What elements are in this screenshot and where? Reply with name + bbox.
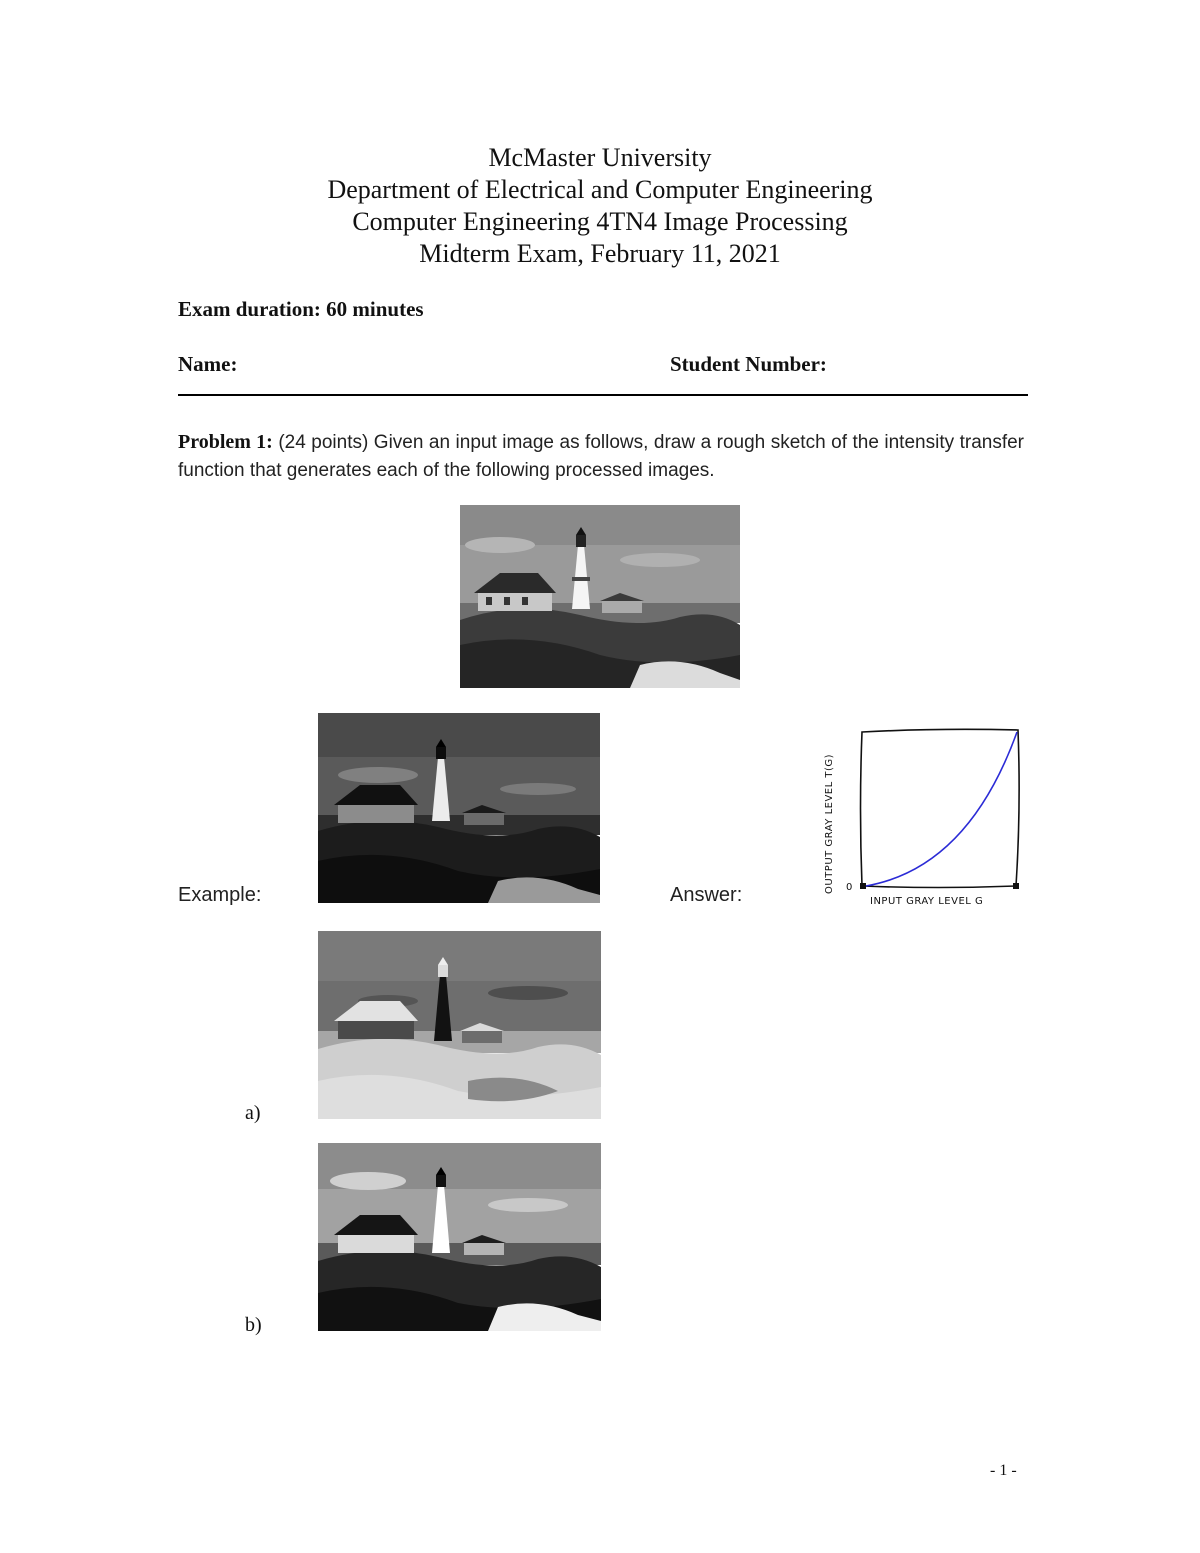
input-lighthouse-image <box>460 505 740 688</box>
name-label: Name: <box>178 352 238 376</box>
sketch-origin: 0 <box>846 882 853 893</box>
exam-duration: Exam duration: 60 minutes <box>178 297 424 321</box>
example-label: Example: <box>178 884 262 906</box>
problem-1-statement <box>178 428 1024 485</box>
label-b: b) <box>245 1314 262 1336</box>
separator-rule <box>178 394 1028 396</box>
answer-label: Answer: <box>670 884 743 906</box>
university-title: McMaster University <box>488 143 712 172</box>
example-processed-image <box>318 713 600 903</box>
processed-image-a <box>318 931 601 1119</box>
department-title: Department of Electrical and Computer Engineering <box>327 175 873 204</box>
transfer-curve <box>866 732 1017 886</box>
processed-image-b <box>318 1143 601 1331</box>
problem-1-text: (24 points) Given an input image as follows, draw a rough sketch of the intensity transfer function that generates each of the following processed images. <box>178 432 1025 481</box>
exam-title: Midterm Exam, February 11, 2021 <box>419 239 781 268</box>
problem-1-label: Problem 1: <box>178 431 273 453</box>
page-number: - 1 - <box>990 1462 1017 1479</box>
sketch-ylabel: OUTPUT GRAY LEVEL T(G) <box>824 753 835 894</box>
label-a: a) <box>245 1102 261 1124</box>
sketch-xlabel: INPUT GRAY LEVEL G <box>870 896 984 907</box>
student-number-label: Student Number: <box>670 352 827 376</box>
transfer-function-sketch <box>818 718 1030 908</box>
course-title: Computer Engineering 4TN4 Image Processing <box>352 207 848 236</box>
